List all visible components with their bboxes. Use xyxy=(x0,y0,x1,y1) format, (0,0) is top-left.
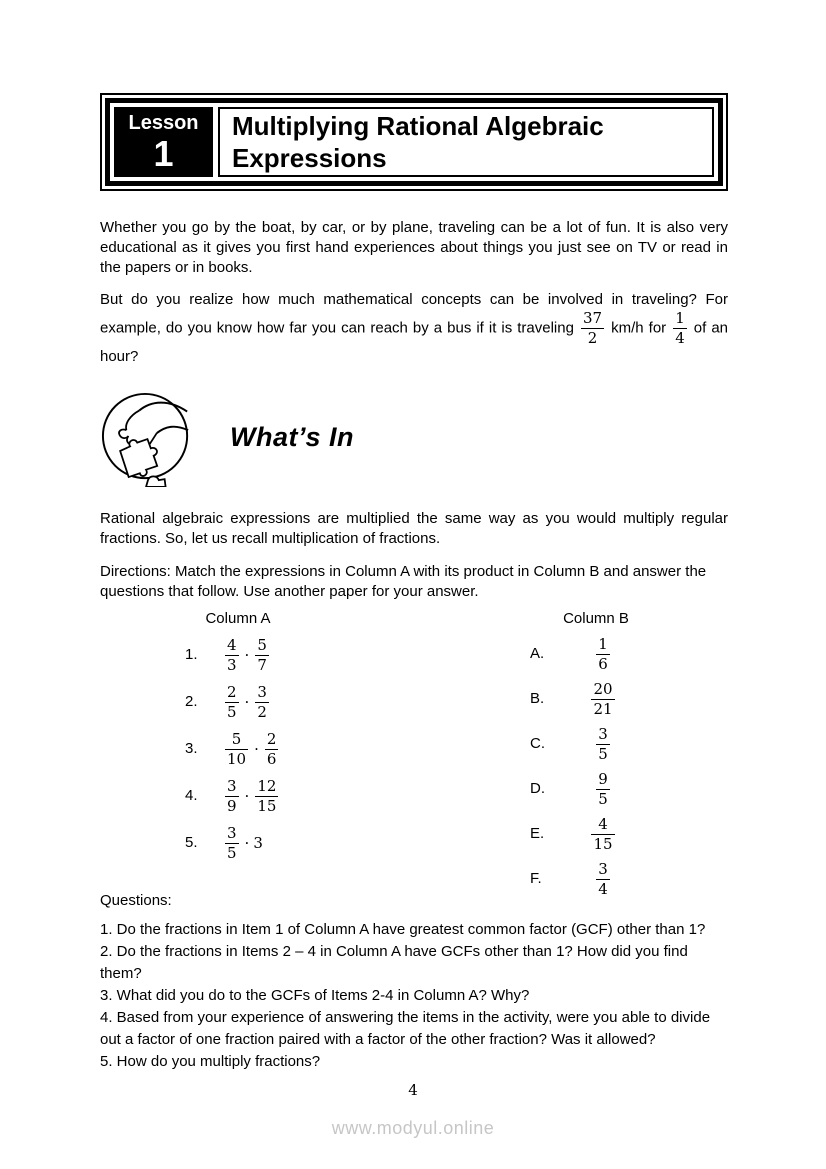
whats-in-paragraph: Rational algebraic expressions are multiplied the same way as you would multiply regular fractions. So, let us recall multiplication of fractions. xyxy=(100,509,728,547)
fraction-denominator: 5 xyxy=(598,744,608,763)
item-letter: E. xyxy=(530,825,545,843)
column-b-item-a xyxy=(530,632,662,677)
fraction-numerator: 3 xyxy=(227,776,237,795)
fraction-denominator: 6 xyxy=(266,749,277,768)
fraction-denominator: 21 xyxy=(593,699,613,718)
item-answer xyxy=(575,861,631,898)
column-b-item-f xyxy=(530,857,662,902)
column-b-item-e xyxy=(530,812,662,857)
column-b-header: Column B xyxy=(563,609,629,627)
lesson-number: 1 xyxy=(153,132,174,174)
whats-in-title: What’s In xyxy=(230,421,355,452)
column-a-item-2 xyxy=(185,679,291,726)
intro-paragraph-1: Whether you go by the boat, by car, or by plane, traveling can be a lot of fun. It is also very educational as it gives you first hand experiences about things you just see on TV or read in the papers or in books. xyxy=(100,219,728,276)
item-number: 3. xyxy=(185,740,198,758)
fraction-numerator: 4 xyxy=(227,635,237,654)
item-answer xyxy=(575,771,631,808)
watermark-text: www.modyul.online xyxy=(331,1118,495,1138)
lesson-badge xyxy=(114,107,213,177)
multiply-dot: · xyxy=(244,646,250,665)
fraction-numerator: 12 xyxy=(257,776,277,795)
fraction xyxy=(225,778,239,815)
fraction xyxy=(225,731,248,768)
item-number: 1. xyxy=(185,646,198,664)
question-item: 5. How do you multiply fractions? xyxy=(100,1052,321,1070)
item-answer xyxy=(575,681,631,718)
question-item: 4. Based from your experience of answering the items in the activity, were you able to divide out a factor of one fraction paired with a factor of the other fraction? Was it allowed? xyxy=(100,1008,711,1048)
fraction-numerator: 1 xyxy=(598,634,608,653)
question-item: 2. Do the fractions in Items 2 – 4 in Column A have GCFs other than 1? How did you find them? xyxy=(100,942,688,982)
fraction xyxy=(255,684,269,721)
fraction-denominator: 6 xyxy=(598,654,608,673)
fraction-numerator: 3 xyxy=(257,682,267,701)
lesson-header-frame xyxy=(105,98,723,186)
fraction-denominator: 5 xyxy=(227,702,237,721)
fraction-denominator: 10 xyxy=(227,749,247,768)
column-a-item-5 xyxy=(185,820,291,867)
item-expression xyxy=(223,637,271,674)
multiply-dot: · xyxy=(244,834,250,853)
fraction xyxy=(255,637,269,674)
fraction-numerator: 37 xyxy=(583,309,603,327)
column-b xyxy=(530,609,662,902)
directions-text: Directions: Match the expressions in Column A with its product in Column B and answer the questions that follow. Use another paper for your answer. xyxy=(100,562,707,600)
fraction-denominator: 4 xyxy=(598,879,608,898)
fraction xyxy=(596,636,610,673)
item-letter: C. xyxy=(530,735,545,753)
item-expression xyxy=(223,684,271,721)
item-letter: D. xyxy=(530,780,545,798)
fraction-denominator: 9 xyxy=(227,796,237,815)
fraction-numerator: 5 xyxy=(231,729,242,748)
lesson-title-box xyxy=(218,107,714,177)
intro-paragraph-2-text: of an hour? xyxy=(100,319,729,365)
fraction xyxy=(225,684,239,721)
fraction-denominator: 2 xyxy=(581,328,604,347)
fraction xyxy=(255,778,278,815)
fraction xyxy=(596,726,610,763)
item-expression xyxy=(223,731,280,768)
fraction xyxy=(225,637,239,674)
fraction-numerator: 1 xyxy=(675,309,685,327)
fraction xyxy=(265,731,279,768)
fraction-denominator: 7 xyxy=(257,655,267,674)
fraction xyxy=(225,825,239,862)
fraction-denominator: 2 xyxy=(257,702,267,721)
multiply-dot: · xyxy=(254,740,259,759)
item-number: 4. xyxy=(185,787,198,805)
fraction-numerator: 3 xyxy=(598,724,608,743)
page-number: 4 xyxy=(408,1081,418,1099)
hand-puzzle-icon xyxy=(100,387,194,487)
fraction-denominator: 3 xyxy=(227,655,237,674)
column-a-header: Column A xyxy=(205,609,271,627)
inline-fraction-time xyxy=(673,310,687,347)
whats-in-section-header xyxy=(100,387,728,487)
question-item: 1. Do the fractions in Item 1 of Column A have greatest common factor (GCF) other than 1? xyxy=(100,920,706,938)
fraction-numerator: 2 xyxy=(266,729,277,748)
item-number: 5. xyxy=(185,834,198,852)
fraction xyxy=(591,681,614,718)
questions-title: Questions: xyxy=(100,891,172,909)
column-b-item-d xyxy=(530,767,662,812)
fraction-numerator: 9 xyxy=(598,769,608,788)
item-number: 2. xyxy=(185,693,198,711)
multiply-dot: · xyxy=(244,693,250,712)
fraction-denominator: 4 xyxy=(675,328,685,347)
fraction-numerator: 3 xyxy=(598,859,608,878)
column-a xyxy=(185,609,291,867)
fraction-numerator: 2 xyxy=(227,682,237,701)
item-letter: A. xyxy=(530,645,545,663)
item-answer xyxy=(575,636,631,673)
intro-paragraph-2 xyxy=(100,290,728,367)
fraction-numerator: 3 xyxy=(227,823,237,842)
item-expression xyxy=(223,778,280,815)
column-b-item-b xyxy=(530,677,662,722)
intro-paragraph-2-text: km/h for xyxy=(611,319,667,337)
fraction xyxy=(596,861,610,898)
multiply-dot: · xyxy=(244,787,250,806)
fraction xyxy=(596,771,610,808)
questions-list xyxy=(100,919,728,1073)
item-letter: F. xyxy=(530,870,542,888)
whole-number: 3 xyxy=(253,834,263,853)
column-a-item-4 xyxy=(185,773,291,820)
matching-exercise xyxy=(100,609,728,898)
item-answer xyxy=(575,816,631,853)
lesson-title: Multiplying Rational Algebraic Expressions xyxy=(232,111,604,173)
column-b-item-c xyxy=(530,722,662,767)
fraction-denominator: 15 xyxy=(593,834,613,853)
lesson-header xyxy=(100,93,728,191)
fraction xyxy=(591,816,614,853)
fraction-numerator: 5 xyxy=(257,635,267,654)
column-a-item-1 xyxy=(185,632,291,679)
column-a-item-3 xyxy=(185,726,291,773)
inline-fraction-speed xyxy=(581,310,604,347)
question-item: 3. What did you do to the GCFs of Items 2-4 in Column A? Why? xyxy=(100,986,530,1004)
fraction-denominator: 15 xyxy=(257,796,277,815)
item-answer xyxy=(575,726,631,763)
item-expression xyxy=(223,825,263,862)
lesson-label: Lesson xyxy=(128,111,199,134)
fraction-denominator: 5 xyxy=(227,843,237,862)
fraction-denominator: 5 xyxy=(598,789,608,808)
fraction-numerator: 20 xyxy=(593,679,613,698)
item-letter: B. xyxy=(530,690,545,708)
fraction-numerator: 4 xyxy=(598,814,608,833)
intro-paragraph-2-text: But do you realize how much mathematical concepts can be involved in traveling? For example, do you know how far you can reach by a bus if it is traveling xyxy=(100,291,728,337)
